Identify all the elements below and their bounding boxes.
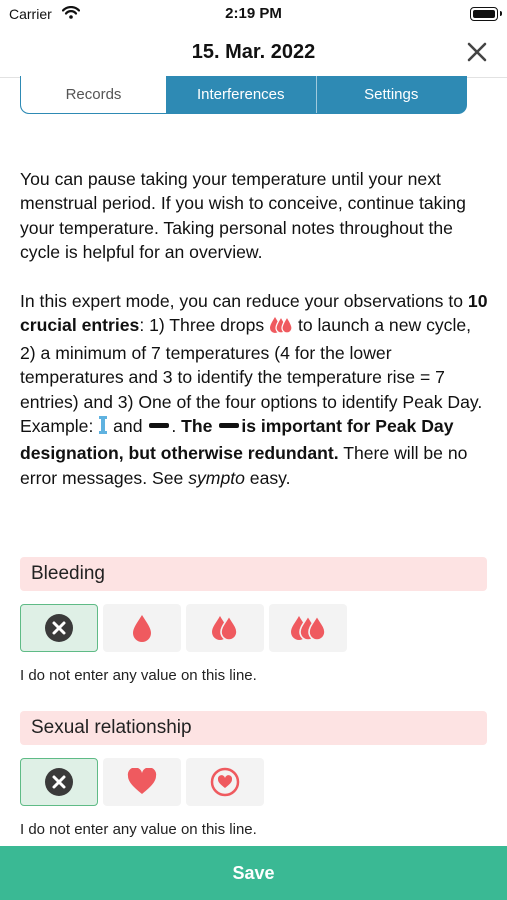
bleeding-header: Bleeding — [20, 557, 487, 591]
one-drop-icon — [131, 613, 153, 643]
save-button[interactable]: Save — [0, 846, 507, 900]
none-icon — [44, 613, 74, 643]
info-text — [20, 167, 490, 515]
dash-marker-icon — [149, 423, 169, 428]
sexual-yes-option[interactable] — [103, 758, 181, 806]
sexual-none-option[interactable] — [20, 758, 98, 806]
clock: 2:19 PM — [225, 5, 282, 22]
bleeding-note: I do not enter any value on this line. — [20, 667, 257, 684]
three-drops-icon — [290, 613, 326, 643]
battery-icon — [470, 7, 498, 21]
bleeding-none-option[interactable] — [20, 604, 98, 652]
sexual-relationship-header: Sexual relationship — [20, 711, 487, 745]
carrier-label: Carrier — [9, 6, 52, 22]
tab-bar — [20, 76, 467, 114]
none-icon — [44, 767, 74, 797]
bleeding-options — [20, 604, 347, 652]
peak-marker-icon — [98, 415, 108, 441]
page-title: 15. Mar. 2022 — [191, 41, 316, 63]
bleeding-light-option[interactable] — [103, 604, 181, 652]
heart-icon — [127, 768, 157, 796]
three-drops-icon — [269, 316, 293, 340]
tab-interferences[interactable]: Interferences — [166, 76, 317, 113]
heart-circle-icon — [210, 767, 240, 797]
two-drops-icon — [210, 613, 240, 643]
bleeding-medium-option[interactable] — [186, 604, 264, 652]
info-paragraph-2: In this expert mode, you can reduce your observations to 10 crucial entries: 1) Three drops to launch a new cycle, 2) a minimum of 7 temperatures (4 for the lower temperatures and 3 to identify the temperature rise = 7 entries) and 3) One of the four options to identify Peak Day. Example: and . The is important for Peak Day designation, but otherwise redundant. There will be no error messages. See sympto easy. — [20, 291, 488, 488]
close-icon[interactable] — [465, 40, 489, 64]
tab-settings[interactable]: Settings — [364, 86, 419, 103]
sexual-relationship-options — [20, 758, 264, 806]
tab-records[interactable]: Records — [21, 76, 166, 113]
bleeding-heavy-option[interactable] — [269, 604, 347, 652]
dash-marker-icon — [219, 423, 239, 428]
status-bar — [0, 0, 507, 30]
sexual-relationship-note: I do not enter any value on this line. — [20, 821, 257, 838]
sexual-protected-option[interactable] — [186, 758, 264, 806]
info-paragraph-1: You can pause taking your temperature until your next menstrual period. If you wish to conceive, continue taking your temperature. Taking personal notes throughout the cycle is helpful for an overview. — [20, 169, 466, 263]
